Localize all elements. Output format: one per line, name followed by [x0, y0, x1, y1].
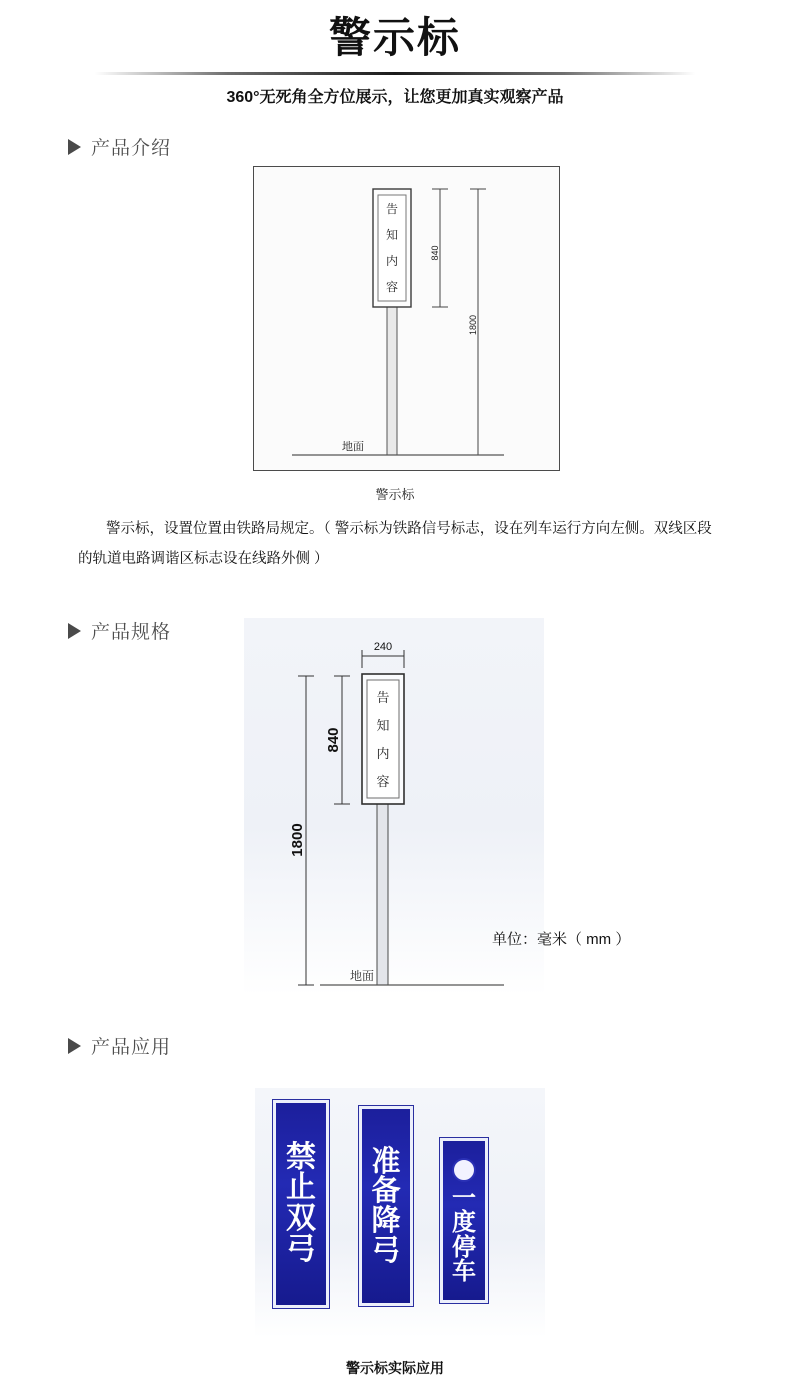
sign-char: 停 — [452, 1232, 476, 1261]
section-heading-intro — [68, 133, 171, 160]
sign-char: 弓 — [371, 1232, 401, 1267]
sign-char-4: 容 — [376, 774, 390, 789]
sign-char-1: 告 — [376, 690, 390, 705]
figure-application-photo — [255, 1088, 545, 1338]
triangle-right-icon — [68, 139, 81, 155]
dim-label-1800: 1800 — [468, 314, 478, 336]
sign-char: 车 — [452, 1256, 476, 1285]
triangle-right-icon — [68, 1038, 81, 1054]
page-title: 警示标 — [328, 13, 461, 62]
figure-product-drawing — [253, 166, 560, 471]
triangle-right-icon — [68, 623, 81, 639]
sign-char: 备 — [371, 1173, 401, 1208]
sign-char: 降 — [371, 1203, 401, 1237]
sign-char: 度 — [452, 1208, 476, 1237]
sign-char-4: 容 — [385, 280, 399, 294]
sign-char-3: 内 — [376, 746, 390, 761]
application-sign-3 — [440, 1138, 488, 1303]
page-subtitle: 360°无死角全方位展示，让您更加真实观察产品 — [226, 89, 564, 106]
sign-char-1: 告 — [385, 202, 399, 216]
sign-char: 双 — [286, 1201, 316, 1236]
section-heading-application — [68, 1032, 171, 1059]
figure-caption-application: 警示标实际应用 — [346, 1360, 444, 1376]
sign-char-3: 内 — [385, 254, 399, 268]
sign-char-2: 知 — [385, 228, 399, 242]
intro-paragraph: 警示标，设置位置由铁路局规定。（ 警示标为铁路信号标志，设在列车运行方向左侧。双线区段的轨道电路调谐区标志设在线路外侧 ） — [78, 521, 712, 567]
unit-note: 单位：毫米（ mm ） — [492, 931, 631, 948]
page-header — [0, 0, 790, 78]
dim-label-1800: 1800 — [289, 823, 306, 857]
sign-char: 禁 — [286, 1139, 316, 1175]
sign-char: 弓 — [286, 1231, 316, 1267]
header-divider — [95, 72, 695, 75]
section-label-intro: 产品介绍 — [91, 138, 172, 159]
section-label-application: 产品应用 — [91, 1037, 172, 1058]
section-heading-spec — [68, 617, 171, 644]
ground-label: 地面 — [342, 441, 364, 453]
emblem-icon — [452, 1158, 476, 1182]
sign-char-2: 知 — [376, 718, 390, 733]
sign-char: 一 — [452, 1183, 476, 1212]
ground-label: 地面 — [349, 969, 374, 983]
dim-label-840: 840 — [430, 245, 440, 261]
figure-caption-intro: 警示标 — [375, 487, 415, 502]
dim-label-240: 240 — [373, 641, 393, 653]
sign-char: 止 — [286, 1170, 316, 1206]
application-sign-2 — [359, 1106, 413, 1306]
drawing-svg-intro — [254, 167, 559, 470]
sign-char: 准 — [371, 1143, 401, 1178]
dim-label-840: 840 — [325, 727, 342, 753]
section-label-spec: 产品规格 — [91, 622, 172, 643]
application-sign-1 — [273, 1100, 329, 1308]
